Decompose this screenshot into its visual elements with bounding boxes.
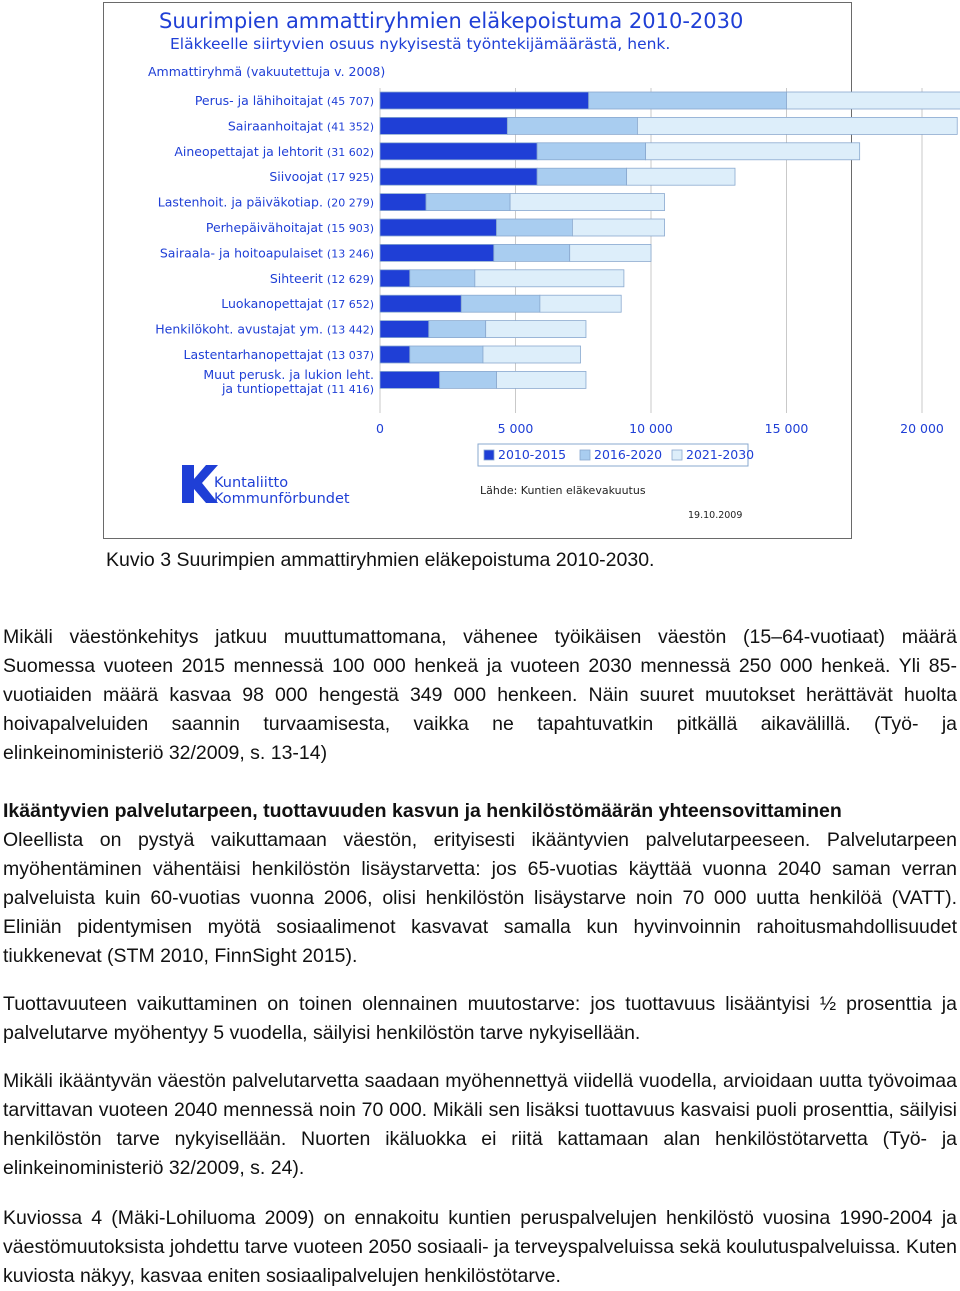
bar-segment-2010-2015 xyxy=(380,321,429,338)
paragraph-1: Mikäli väestönkehitys jatkuu muuttumattomana, vähenee työikäisen väestön (15–64-vuotiaat) määrä Suomessa vuoteen 2015 mennessä 100 000 henkeä ja vuoteen 2030 mennessä 250 000 henkeä. Yli 85-vuotiaiden määrä kasvaa 98 000 hengestä 349 000 henkeen. Näin suuret muutokset herättävät huolta hoivapalveluiden saannin turvaamisesta, vaikka ne tapahtuvatkin pitkällä aikavälillä. (Työ- ja elinkeinoministeriö 32/2009, s. 13-14) xyxy=(3,623,957,768)
legend-label: 2010-2015 xyxy=(498,447,566,462)
x-tick-label: 5 000 xyxy=(498,421,534,436)
bar-segment-2016-2020 xyxy=(497,219,573,236)
bar-segment-2021-2030 xyxy=(646,143,860,160)
legend-swatch xyxy=(580,450,590,460)
bar-segment-2021-2030 xyxy=(787,92,960,109)
bar-segment-2016-2020 xyxy=(410,346,483,363)
category-label: Henkilökoht. avustajat ym. (13 442) xyxy=(155,322,374,337)
bar-segment-2010-2015 xyxy=(380,117,507,134)
bar-segment-2016-2020 xyxy=(494,244,570,261)
x-tick-label: 10 000 xyxy=(629,421,673,436)
bar-segment-2021-2030 xyxy=(486,321,586,338)
logo-line1: Kuntaliitto xyxy=(214,475,288,491)
paragraph-3: Tuottavuuteen vaikuttaminen on toinen olennainen muutostarve: jos tuottavuus lisääntyisi ½ prosenttia ja palvelutarve myöhentyy 5 vuodella, säilyisi henkilöstön tarve nykyisellään. xyxy=(3,990,957,1048)
bar-segment-2021-2030 xyxy=(637,117,957,134)
category-header: Ammattiryhmä (vakuutettuja v. 2008) xyxy=(148,64,385,79)
bar-segment-2016-2020 xyxy=(461,295,540,312)
category-label: Perus- ja lähihoitajat (45 707) xyxy=(195,93,374,108)
section-heading: Ikääntyvien palvelutarpeen, tuottavuuden kasvun ja henkilöstömäärän yhteensovittaminen xyxy=(3,800,957,823)
bar-segment-2010-2015 xyxy=(380,219,497,236)
category-label: Siivoojat (17 925) xyxy=(269,169,374,184)
x-axis-ticks xyxy=(376,421,960,436)
chart-canvas xyxy=(104,3,851,538)
legend-swatch xyxy=(484,450,494,460)
kuntaliitto-logo xyxy=(182,465,350,507)
bar-segment-2016-2020 xyxy=(589,92,787,109)
chart-legend xyxy=(478,444,754,466)
bar-segment-2010-2015 xyxy=(380,194,426,211)
category-label: Lastentarhanopettajat (13 037) xyxy=(184,347,374,362)
bar-segment-2010-2015 xyxy=(380,143,537,160)
bar-segment-2010-2015 xyxy=(380,244,494,261)
bar-segment-2021-2030 xyxy=(570,244,651,261)
category-label: Lastenhoit. ja päiväkotiap. (20 279) xyxy=(158,195,374,210)
bar-segment-2016-2020 xyxy=(410,270,475,287)
bar-segment-2021-2030 xyxy=(540,295,621,312)
category-label: Perhepäivähoitajat (15 903) xyxy=(206,220,374,235)
bar-segment-2021-2030 xyxy=(475,270,624,287)
chart-date: 19.10.2009 xyxy=(688,510,742,521)
bar-segment-2016-2020 xyxy=(429,321,486,338)
legend-label: 2021-2030 xyxy=(686,447,754,462)
logo-line2: Kommunförbundet xyxy=(214,491,350,507)
bar-segment-2016-2020 xyxy=(507,117,637,134)
legend-label: 2016-2020 xyxy=(594,447,662,462)
category-label: Aineopettajat ja lehtorit (31 602) xyxy=(174,144,374,159)
bar-segment-2021-2030 xyxy=(510,194,664,211)
category-label: Luokanopettajat (17 652) xyxy=(221,296,374,311)
category-label: Sihteerit (12 629) xyxy=(270,271,374,286)
bar-segment-2016-2020 xyxy=(440,371,497,388)
chart-figure xyxy=(103,2,852,539)
paragraph-5: Kuviossa 4 (Mäki-Lohiluoma 2009) on ennakoitu kuntien peruspalvelujen henkilöstö vuosina 1990-2004 ja väestömuutoksista johdettu tarve vuoteen 2050 sosiaali- ja terveyspalveluissa sekä koulutuspalveluissa. Kuten kuviosta näkyy, kasvaa eniten sosiaalipalvelujen henkilöstötarve. xyxy=(3,1204,957,1291)
bar-segment-2021-2030 xyxy=(497,371,586,388)
paragraph-4: Mikäli ikääntyvän väestön palvelutarvetta saadaan myöhennettyä viidellä vuodella, arvioidaan uutta työvoimaa tarvittavan vuoteen 2040 mennessä noin 70 000. Mikäli sen lisäksi tuottavuus kasvaisi puoli prosenttia, säilyisi henkilöstön tarve nykyisellään. Nuorten ikäluokka ei riitä kattamaan alan henkilöstötarvetta (Työ- ja elinkeinoministeriö 32/2009, s. 24). xyxy=(3,1067,957,1183)
x-tick-label: 0 xyxy=(376,421,384,436)
x-tick-label: 20 000 xyxy=(900,421,944,436)
category-label: Muut perusk. ja lukion leht. xyxy=(203,367,374,382)
category-label: Sairaala- ja hoitoapulaiset (13 246) xyxy=(160,245,374,260)
bar-segment-2021-2030 xyxy=(627,168,735,185)
figure-caption: Kuvio 3 Suurimpien ammattiryhmien eläkepoistuma 2010-2030. xyxy=(106,549,654,572)
bar-segment-2010-2015 xyxy=(380,346,410,363)
bar-segment-2010-2015 xyxy=(380,168,537,185)
chart-subtitle: Eläkkeelle siirtyvien osuus nykyisestä työntekijämäärästä, henk. xyxy=(170,35,670,53)
category-label: Sairaanhoitajat (41 352) xyxy=(228,118,374,133)
bar-segment-2021-2030 xyxy=(572,219,664,236)
chart-title: Suurimpien ammattiryhmien eläkepoistuma 2010-2030 xyxy=(159,9,743,33)
legend-swatch xyxy=(672,450,682,460)
category-label: ja tuntiopettajat (11 416) xyxy=(221,381,374,396)
bar-segment-2010-2015 xyxy=(380,371,440,388)
bar-segment-2016-2020 xyxy=(537,168,626,185)
kuntaliitto-logo-icon xyxy=(182,465,218,503)
bar-segment-2016-2020 xyxy=(426,194,510,211)
bar-segment-2010-2015 xyxy=(380,270,410,287)
bar-segment-2010-2015 xyxy=(380,295,461,312)
paragraph-2: Oleellista on pystyä vaikuttamaan väestön, erityisesti ikääntyvien palvelutarpeeseen. Palvelutarpeen myöhentäminen vähentäisi henkilöstön lisäystarvetta: jos 65-vuotias käyttää vuonna 2040 saman verran palveluista kuin 60-vuotias vuonna 2006, olisi henkilöstön lisäystarve noin 70 000 uutta henkilöä (VATT). Eliniän pidentymisen myötä sosiaalimenot kasvavat samalla kun hyvinvoinnin rahoitusmahdollisuudet tiukkenevat (STM 2010, FinnSight 2015). xyxy=(3,826,957,971)
bar-series xyxy=(380,92,960,388)
bar-segment-2021-2030 xyxy=(483,346,581,363)
chart-source: Lähde: Kuntien eläkevakuutus xyxy=(480,484,646,497)
bar-segment-2016-2020 xyxy=(537,143,645,160)
category-labels xyxy=(155,93,374,396)
bar-segment-2010-2015 xyxy=(380,92,589,109)
x-tick-label: 15 000 xyxy=(765,421,809,436)
